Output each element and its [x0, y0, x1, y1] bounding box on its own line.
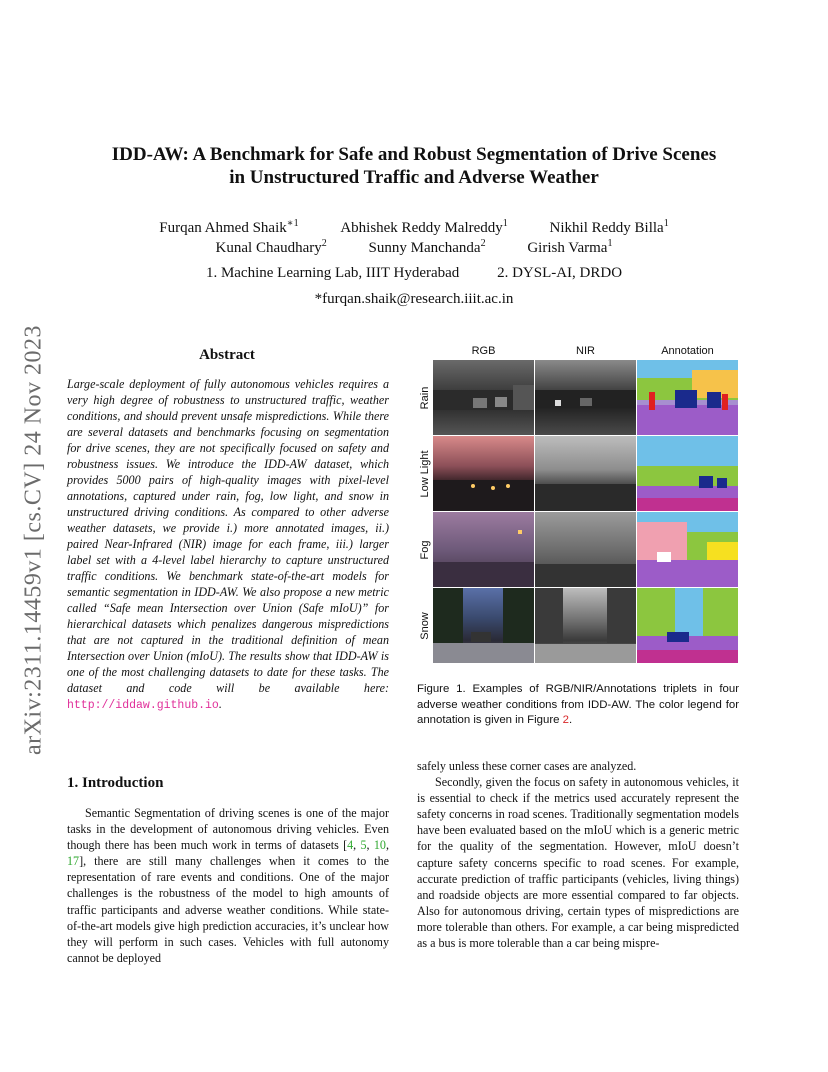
figure-1: [417, 345, 739, 671]
arxiv-id: arXiv:2311.14459v1 [cs.CV] 24 Nov 2023: [20, 324, 47, 756]
citation[interactable]: 4: [347, 838, 354, 853]
snow-rgb-image: [433, 588, 534, 663]
author-row-1: [80, 218, 748, 237]
dataset-link[interactable]: http://iddaw.github.io: [67, 699, 219, 712]
abstract-body: Large-scale deployment of fully autonomous vehicles requires a very high degree of robustness to unstructured traffic, weather conditions, and should prevent unsafe mispredictions. While there are several datasets and benchmarks focusing on segmentation for drive scenes, they are not specifically focused on safety and robustness issues. We introduce the IDD-AW dataset, which provides 5000 pairs of high-quality images with pixel-level annotations, captured under rain, fog, low light, and snow in unstructured driving conditions. As compared to other adverse weather datasets, we provide i.) more annotated images, ii.) paired Near-Infrared (NIR) image for each frame, iii.) larger label set with a 4-level label hierarchy to capture unstructured traffic conditions. We benchmark state-of-the-art models for semantic segmentation in IDD-AW. We also propose a new metric called “Safe mean Intersection over Union (Safe mIoU)” for hierarchical datasets which penalizes dangerous mispredictions that are not captured in the traditional definition of mean Intersection over Union (mIoU). The results show that IDD-AW is one of the most challenging datasets to date for these tasks. The dataset and code will be available here: http://iddaw.github.io.: [67, 377, 389, 712]
arxiv-stamp: [6, 300, 62, 780]
author: Sunny Manchanda$^2$: [368, 238, 486, 256]
author: Kunal Chaudhary$^2$: [215, 238, 327, 256]
column-header-rgb: RGB: [471, 345, 496, 357]
intro-paragraph: Semantic Segmentation of driving scenes is one of the major tasks in the development of autonomous driving vehicles. Even though there has been much work in terms of datasets [4, 5, 10, 17], there are still many challenges when it comes to the representation of rare events and conditions. One of the major challenges is the robustness of the model to high amounts of traffic participants and adverse weather conditions. While state-of-the-art models give high prediction accuracies, it’s unclear how they will perform in such cases. Vehicles with full autonomy cannot be deployed: [67, 806, 389, 965]
lowlight-nir-image: [535, 436, 636, 511]
author: Abhishek Reddy Malreddy$^1$: [340, 218, 508, 236]
row-label-fog: Fog: [419, 540, 431, 559]
title-line-1: IDD-AW: A Benchmark for Safe and Robust Segmentation of Drive Scenes: [111, 144, 717, 165]
affiliation-2: 2. DYSL-AI, DRDO: [497, 265, 623, 281]
rain-nir-image: [535, 360, 636, 435]
fog-rgb-image: [433, 512, 534, 587]
lowlight-annotation-image: [637, 436, 738, 511]
author: Nikhil Reddy Billa$^1$: [549, 218, 669, 236]
abstract-heading: Abstract: [199, 347, 255, 363]
figure-ref[interactable]: 2: [562, 714, 569, 726]
intro-body: [67, 805, 389, 966]
section-heading: 1. Introduction: [67, 775, 164, 791]
paragraph: Secondly, given the focus on safety in autonomous vehicles, it is essential to check if the metrics used accurately represent the safety concerns in road scenes. Traditionally segmentation models have been evaluated based on the mIoU which is a generic metric for the quality of the segmentation. However, mIoU doesn’t capture safety concerns specific to road scenes. For example, accurate prediction of traffic participants (vehicles, living things) and roadside objects are more essential compared to far objects. Also for autonomous driving, certain types of mispredictions are more tolerable than others. For example, a car being mispredicted as a bus is more tolerable than a car being mispre-: [417, 775, 739, 951]
right-column-text: [417, 758, 739, 951]
affiliation-1: 1. Machine Learning Lab, IIIT Hyderabad: [205, 265, 460, 281]
snow-nir-image: [535, 588, 636, 663]
column-header-annotation: Annotation: [661, 345, 714, 357]
citation[interactable]: 5: [360, 838, 367, 853]
rain-rgb-image: [433, 360, 534, 435]
author-row-2: [80, 238, 748, 257]
paper-title: [60, 143, 768, 189]
paragraph: safely unless these corner cases are analyzed.: [417, 759, 637, 773]
affiliations: [80, 265, 748, 282]
column-header-nir: NIR: [576, 345, 595, 357]
citation[interactable]: 10: [373, 838, 386, 853]
rain-annotation-image: [637, 360, 738, 435]
row-label-snow: Snow: [419, 611, 431, 640]
row-label-low-light: Low Light: [419, 449, 431, 498]
title-line-2: in Unstructured Traffic and Adverse Weather: [229, 167, 599, 188]
fog-annotation-image: [637, 512, 738, 587]
citation[interactable]: 17: [67, 854, 80, 869]
snow-annotation-image: [637, 588, 738, 663]
author: Girish Varma$^1$: [527, 238, 613, 256]
lowlight-rgb-image: [433, 436, 534, 511]
abstract-text: Large-scale deployment of fully autonomous vehicles requires a very high degree of robustness to unstructured traffic, weather conditions, and should prevent unsafe mispredictions. While there are several datasets and benchmarks focusing on segmentation for drive scenes, they are not specifically focused on safety and robustness issues. We introduce the IDD-AW dataset, which provides 5000 pairs of high-quality images with pixel-level annotations, captured under rain, fog, low light, and snow in unstructured driving conditions. As compared to other adverse weather datasets, we provide i.) more annotated images, ii.) paired Near-Infrared (NIR) image for each frame, iii.) larger label set with a 4-level label hierarchy to capture unstructured traffic conditions. We benchmark state-of-the-art models for semantic segmentation in IDD-AW. We also propose a new metric called “Safe mean Intersection over Union (Safe mIoU)” for hierarchical datasets which penalizes dangerous mispredictions that are not captured in the traditional definition of mean Intersection over Union (mIoU). The results show that IDD-AW is one of the most challenging datasets to date for these tasks. The dataset and code will be available here:: [67, 377, 389, 695]
figure-caption: Figure 1. Examples of RGB/NIR/Annotations triplets in four adverse weather conditions from IDD-AW. The color legend for annotation is given in Figure 2.: [417, 683, 739, 726]
author-email: *furqan.shaik@research.iiit.ac.in: [314, 291, 514, 307]
row-label-rain: Rain: [419, 386, 431, 409]
fog-nir-image: [535, 512, 636, 587]
author: Furqan Ahmed Shaik$^{∗1}$: [159, 218, 299, 236]
